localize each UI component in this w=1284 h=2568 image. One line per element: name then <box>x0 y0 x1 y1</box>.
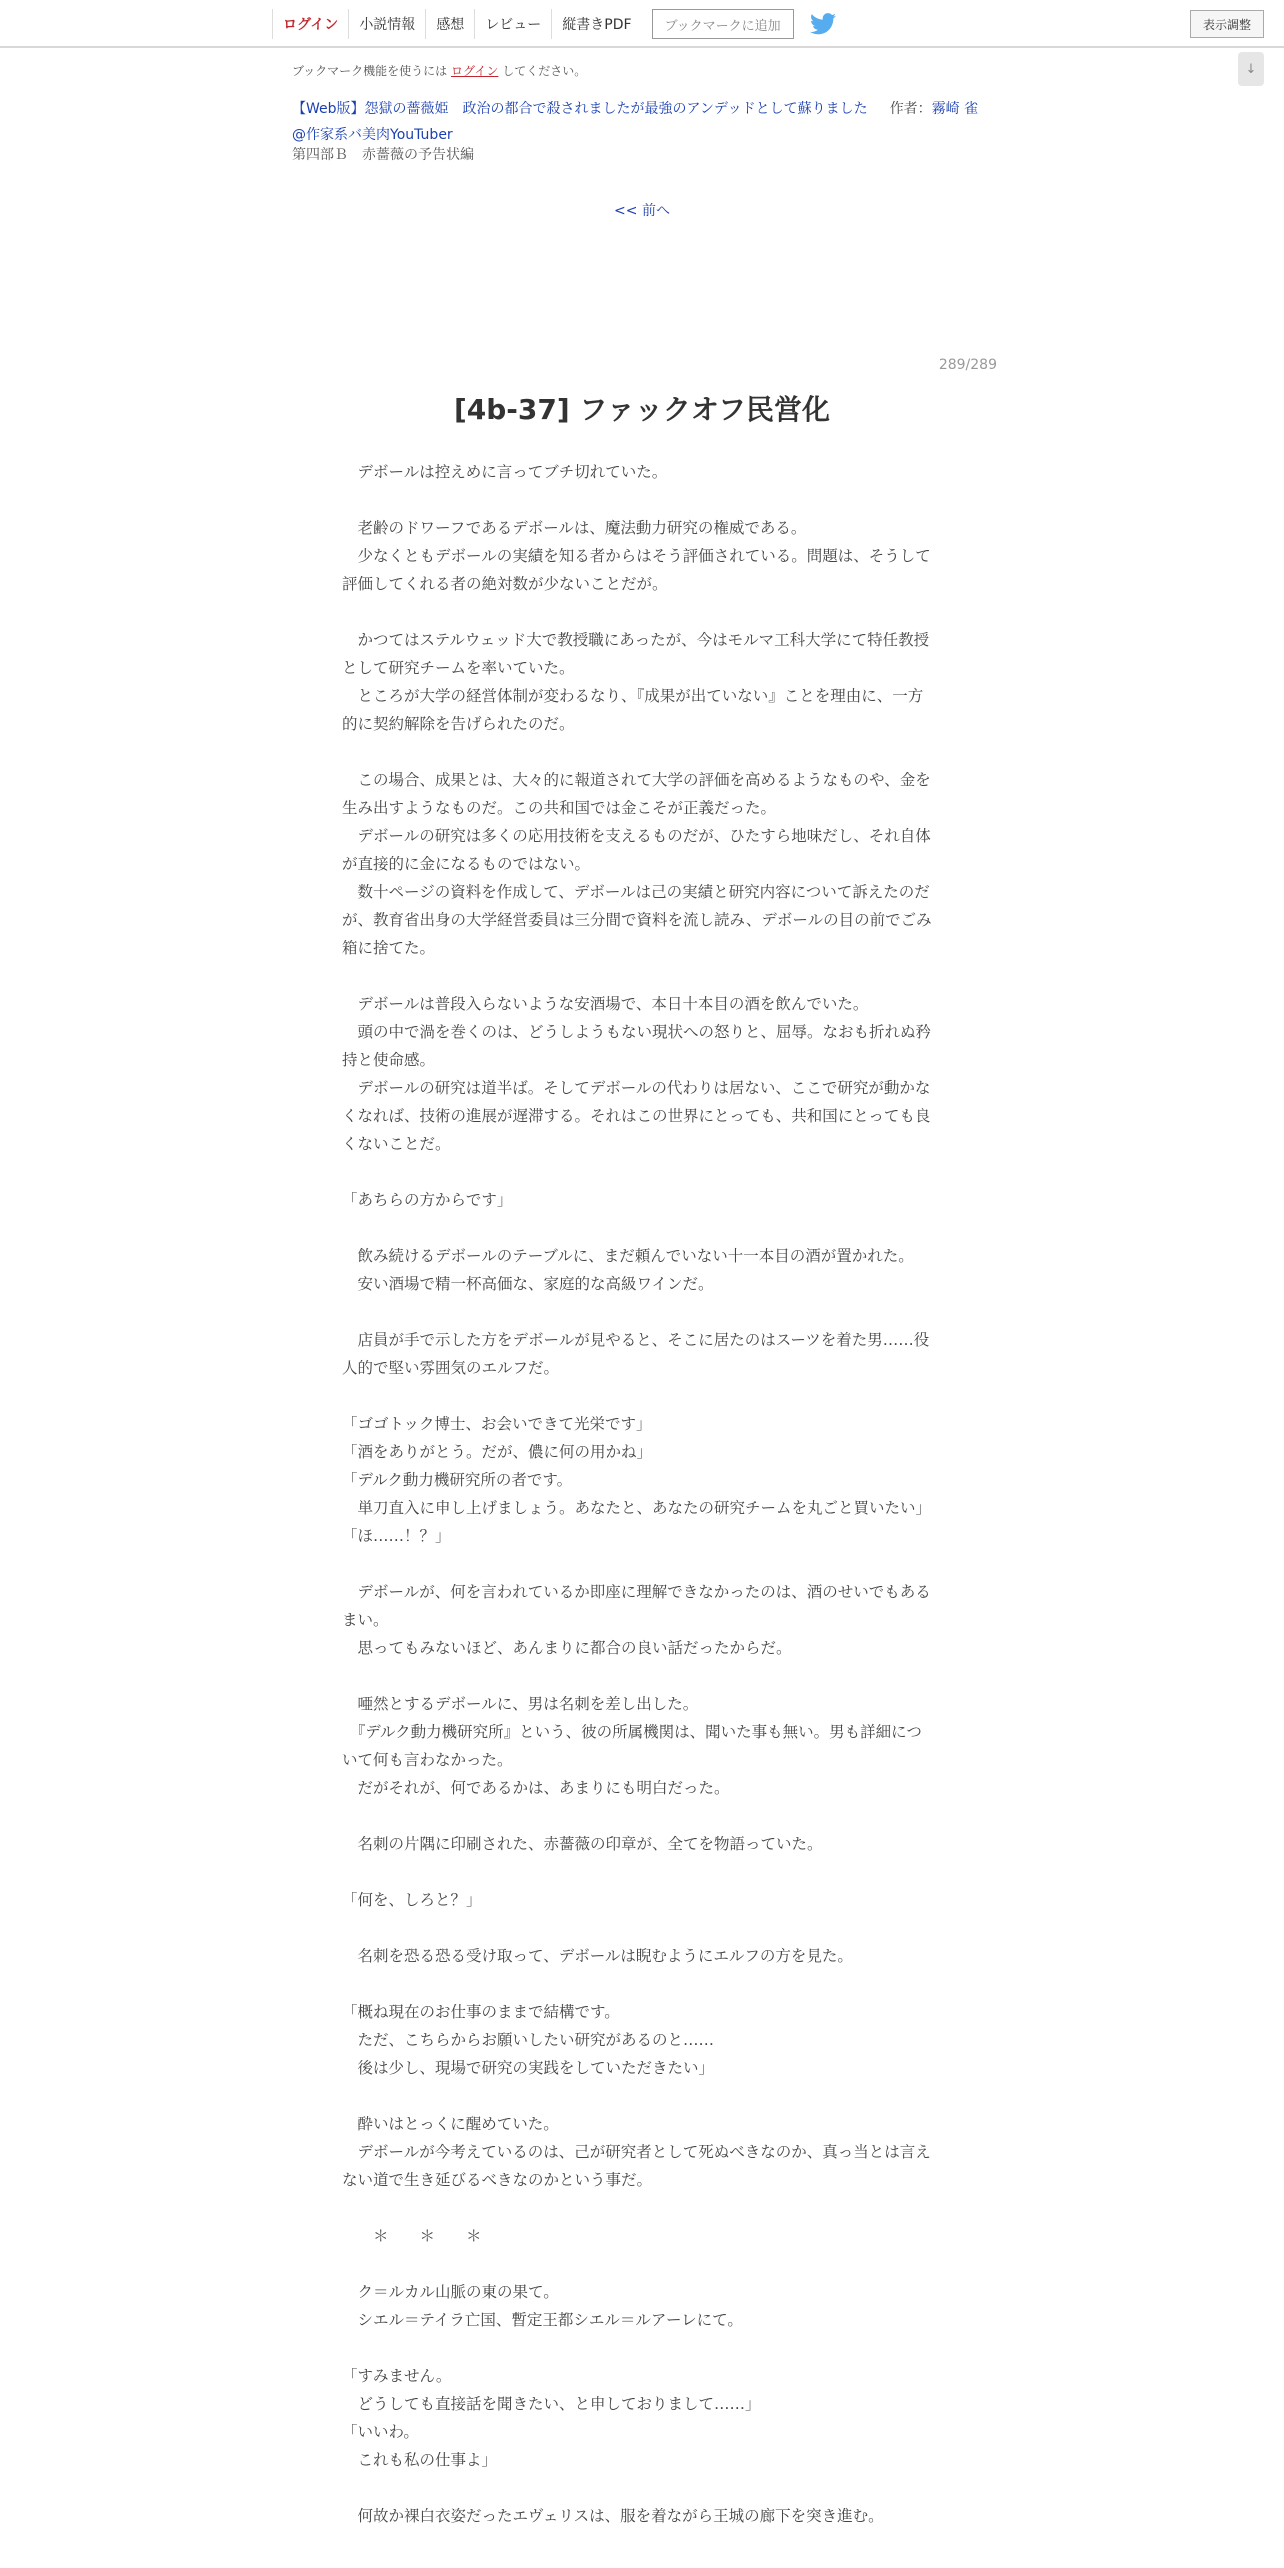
novel-paragraph <box>342 1158 936 1186</box>
notice-prefix: ブックマーク機能を使うには <box>292 64 451 78</box>
author-label: 作者： <box>889 101 932 117</box>
novel-paragraph: 思ってもみないほど、あんまりに都合の良い話だったからだ。 <box>342 1639 792 1657</box>
novel-paragraph: ク＝ルカル山脈の東の果て。 <box>342 2283 559 2301</box>
novel-paragraph: 「酒をありがとう。だが、儂に何の用かね」 <box>342 1443 653 1461</box>
novel-paragraph: 『デルク動力機研究所』という、彼の所属機関は、聞いた事も無い。男も詳細について何も言わなかった。 <box>342 1723 922 1769</box>
novel-paragraph <box>342 962 936 990</box>
novel-paragraph: デボールが、何を言われているか即座に理解できなかったのは、酒のせいでもあるまい。 <box>342 1583 931 1629</box>
novel-paragraph: 「ゴゴトック博士、お会いできて光栄です」 <box>342 1415 652 1433</box>
novel-paragraph: この場合、成果とは、大々的に報道されて大学の評価を高めるようなものや、金を生み出すようなものだ。この共和国では金こそが正義だった。 <box>342 771 931 817</box>
nav-impressions[interactable]: 感想 <box>425 9 474 39</box>
nav-vertical-pdf[interactable]: 縦書きPDF <box>551 9 641 39</box>
novel-paragraph: 後は少し、現場で研究の実践をしていただきたい」 <box>342 2059 715 2077</box>
login-notice <box>292 62 586 79</box>
novel-paragraph <box>342 1550 936 1578</box>
novel-paragraph: 名刺の片隅に印刷された、赤薔薇の印章が、全てを物語っていた。 <box>342 1835 823 1853</box>
novel-paragraph <box>342 1858 936 1886</box>
novel-paragraph: デボールが今考えているのは、己が研究者として死ぬべきなのか、真っ当とは言えない道で生き延びるべきなのかという事だ。 <box>342 2143 931 2189</box>
novel-paragraph: 頭の中で渦を巻くのは、どうしようもない現状への怒りと、屈辱。なおも折れぬ矜持と使命感。 <box>342 1023 932 1069</box>
novel-paragraph: 酔いはとっくに醒めていた。 <box>342 2115 559 2133</box>
chapter-group: 第四部Ｂ 赤薔薇の予告状編 <box>292 147 474 163</box>
novel-paragraph: デボールの研究は道半ば。そしてデボールの代わりは居ない、ここで研究が動かなくなれば、技術の進展が遅滞する。それはこの世界にとっても、共和国にとっても良くないことだ。 <box>342 1079 931 1153</box>
novel-paragraph: 老齢のドワーフであるデボールは、魔法動力研究の権威である。 <box>342 519 807 537</box>
novel-paragraph <box>342 738 936 766</box>
novel-paragraph: だがそれが、何であるかは、あまりにも明白だった。 <box>342 1779 730 1797</box>
novel-paragraph: デボールは普段入らないような安酒場で、本日十本目の酒を飲んでいた。 <box>342 995 869 1013</box>
page-number: 289/289 <box>938 357 997 373</box>
novel-paragraph: 「いいわ。 <box>342 2423 419 2441</box>
novel-paragraph <box>342 1802 936 1830</box>
novel-paragraph: 安い酒場で精一杯高価な、家庭的な高級ワインだ。 <box>342 1275 714 1293</box>
novel-paragraph <box>342 2334 936 2362</box>
novel-paragraph: 唖然とするデボールに、男は名刺を差し出した。 <box>342 1695 699 1713</box>
header-nav <box>272 8 836 40</box>
top-bar <box>0 0 1284 48</box>
scroll-down-icon[interactable]: ↓ <box>1238 52 1264 86</box>
series-title-link[interactable]: 【Web版】怨獄の薔薇姫 政治の都合で殺されましたが最強のアンデッドとして蘇りました <box>292 101 868 117</box>
novel-body <box>342 458 936 2530</box>
novel-paragraph <box>342 2474 936 2502</box>
novel-paragraph: ＊ ＊ ＊ <box>342 2227 482 2245</box>
novel-paragraph <box>342 1298 936 1326</box>
novel-paragraph <box>342 1914 936 1942</box>
nav-review[interactable]: レビュー <box>474 9 551 39</box>
novel-paragraph <box>342 2082 936 2110</box>
novel-paragraph <box>342 2194 936 2222</box>
novel-paragraph: 名刺を恐る恐る受け取って、デボールは睨むようにエルフの方を見た。 <box>342 1947 853 1965</box>
novel-paragraph: 「あちらの方からです」 <box>342 1191 513 1209</box>
display-settings-button[interactable]: 表示調整 <box>1190 10 1264 38</box>
author-channel-link[interactable]: @作家系バ美肉YouTuber <box>292 127 453 143</box>
author-link[interactable]: 霧崎 雀 <box>931 101 979 117</box>
novel-paragraph: 「ほ……！？」 <box>342 1527 451 1545</box>
novel-paragraph: ところが大学の経営体制が変わるなり、『成果が出ていない』ことを理由に、一方的に契約解除を告げられたのだ。 <box>342 687 924 733</box>
novel-paragraph <box>342 1970 936 1998</box>
novel-paragraph: 単刀直入に申し上げましょう。あなたと、あなたの研究チームを丸ごと買いたい」 <box>342 1499 932 1517</box>
novel-paragraph <box>342 1382 936 1410</box>
series-info <box>292 96 1012 148</box>
prev-page-link[interactable]: << 前へ <box>614 203 670 219</box>
novel-paragraph: 少なくともデボールの実績を知る者からはそう評価されている。問題は、そうして評価してくれる者の絶対数が少ないことだが。 <box>342 547 931 593</box>
twitter-icon[interactable] <box>810 13 836 35</box>
novel-paragraph <box>342 2250 936 2278</box>
novel-paragraph: かつてはステルウェッド大で教授職にあったが、今はモルマ工科大学にて特任教授として研究チームを率いていた。 <box>342 631 930 677</box>
novel-paragraph: どうしても直接話を聞きたい、と申しておりまして……」 <box>342 2395 761 2413</box>
prev-link-container <box>0 200 1284 220</box>
episode-title: [4b-37] ファックオフ民営化 <box>453 393 831 426</box>
add-bookmark-button[interactable]: ブックマークに追加 <box>652 9 794 39</box>
novel-paragraph: これも私の仕事よ」 <box>342 2451 498 2469</box>
novel-paragraph: 「概ね現在のお仕事のままで結構です。 <box>342 2003 620 2021</box>
novel-paragraph <box>342 1662 936 1690</box>
novel-paragraph <box>342 1214 936 1242</box>
novel-paragraph <box>342 598 936 626</box>
novel-paragraph: 何故か裸白衣姿だったエヴェリスは、服を着ながら王城の廊下を突き進む。 <box>342 2507 884 2525</box>
novel-paragraph: 「何を、しろと？」 <box>342 1891 482 1909</box>
novel-paragraph <box>342 486 936 514</box>
novel-paragraph: ただ、こちらからお願いしたい研究があるのと…… <box>342 2031 715 2049</box>
novel-paragraph: デボールの研究は多くの応用技術を支えるものだが、ひたすら地味だし、それ自体が直接的に金になるものではない。 <box>342 827 931 873</box>
novel-paragraph: デボールは控えめに言ってブチ切れていた。 <box>342 463 668 481</box>
notice-suffix: してください。 <box>498 64 587 78</box>
novel-paragraph: 「デルク動力機研究所の者です。 <box>342 1471 573 1489</box>
novel-paragraph: シエル＝テイラ亡国、暫定王都シエル＝ルアーレにて。 <box>342 2311 743 2329</box>
nav-novel-info[interactable]: 小説情報 <box>348 9 425 39</box>
notice-login-link[interactable]: ログイン <box>450 64 499 78</box>
novel-paragraph: 「すみません。 <box>342 2367 452 2385</box>
novel-paragraph: 店員が手で示した方をデボールが見やると、そこに居たのはスーツを着た男……役人的で堅い雰囲気のエルフだ。 <box>342 1331 930 1377</box>
novel-paragraph: 飲み続けるデボールのテーブルに、まだ頼んでいない十一本目の酒が置かれた。 <box>342 1247 914 1265</box>
novel-paragraph: 数十ページの資料を作成して、デボールは己の実績と研究内容について訴えたのだが、教育省出身の大学経営委員は三分間で資料を流し読み、デボールの目の前でごみ箱に捨てた。 <box>342 883 932 957</box>
nav-login[interactable]: ログイン <box>272 9 348 39</box>
